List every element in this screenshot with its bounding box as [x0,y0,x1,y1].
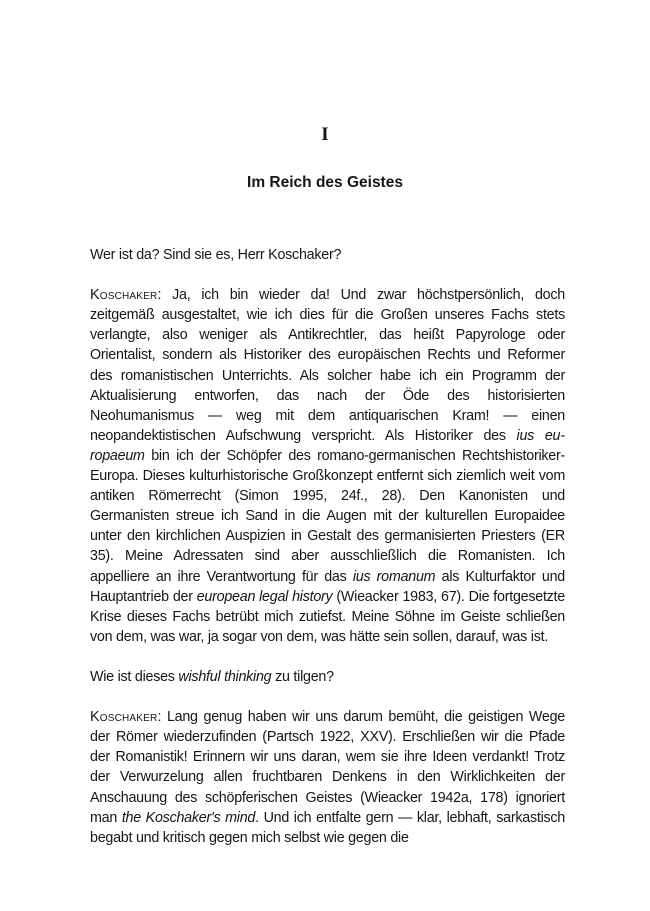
answer-text: : Lang genug haben wir uns darum bemüht, die geistigen Wege der Römer wiederzufinden (Partsch 1922, XXV). Erschließen wir die Pfade der Romanistik! Erinnern wir uns daran, wem sie ihre Ideen verdankt! Trotz der Verwurzelung allen fruchtbaren Denkens in den Wirklichkeiten der Anschauung des schöpferischen Geistes (Wieacker 1942a, 178) ignoriert man [90,709,565,826]
answer-text: als Kulturfaktor und Hauptantrieb der [90,568,565,605]
speaker-name: Koschaker [90,709,158,726]
question-text: Wer ist da? Sind sie es, Herr Koschaker? [90,247,342,263]
question-paragraph-1 [90,245,565,265]
answer-paragraph-1 [90,285,565,647]
speaker-name: Koschaker [90,287,158,304]
answer-paragraph-2 [90,707,565,848]
question-text: Wie ist dieses [90,668,179,685]
italic-term: ius romanum [352,568,436,585]
italic-term: european legal history [196,588,333,605]
italic-term: wishful thinking [178,668,272,685]
question-paragraph-2 [90,667,565,687]
answer-text: . Und ich entfalte gern — klar, lebhaft, sarkastisch begabt und kritisch gegen mich selbst wie gegen die [90,809,565,846]
italic-term: ius europaeum [90,427,565,464]
chapter-number: I [321,124,329,145]
body-text [90,245,565,868]
answer-text: (Wieacker 1983, 67). Die fortgesetzte Krise dieses Fachs betrübt mich zutiefst. Meine Söhne im Geiste schließen von dem, was war, ja sogar von dem, was hätte sein sollen, darauf, was ist. [90,588,565,645]
answer-text: : Ja, ich bin wieder da! Und zwar höchstpersönlich, doch zeitgemäß ausgestaltet, wie ich dies für die Großen unseres Fachs stets verlangte, also weniger als Antikrechtler, das heißt Papyrologe oder Orientalist, sondern als Historiker des europäischen Rechts und Reformer des romanistischen Unterrichts. Als solcher habe ich ein Programm der Aktualisierung entworfen, das nach der Öde des historisierten Neohumanismus — weg mit dem antiquarischen Kram! — einen neopandektistischen Aufschwung verspricht. Als Historiker des [90,287,565,444]
chapter-title: Im Reich des Geistes [247,174,403,191]
answer-text: bin ich der Schöpfer des romano-germanischen Rechtshistoriker-Europa. Dieses kulturhistorische Großkonzept entfernt sich ziemlich weit vom antiken Römerrecht (Simon 1995, 24f., 28). Den Kanonisten und Germanisten streue ich Sand in die Augen mit der kulturellen Europaidee unter den kirchlichen Auspizien in Gestalt des germanisierten Priesters (ER 35). Meine Adressaten sind aber ausschließlich die Romanisten. Ich appelliere an ihre Verantwortung für das [90,447,565,585]
italic-term: the Koschaker's mind [121,809,256,826]
question-text: zu tilgen? [271,668,334,685]
